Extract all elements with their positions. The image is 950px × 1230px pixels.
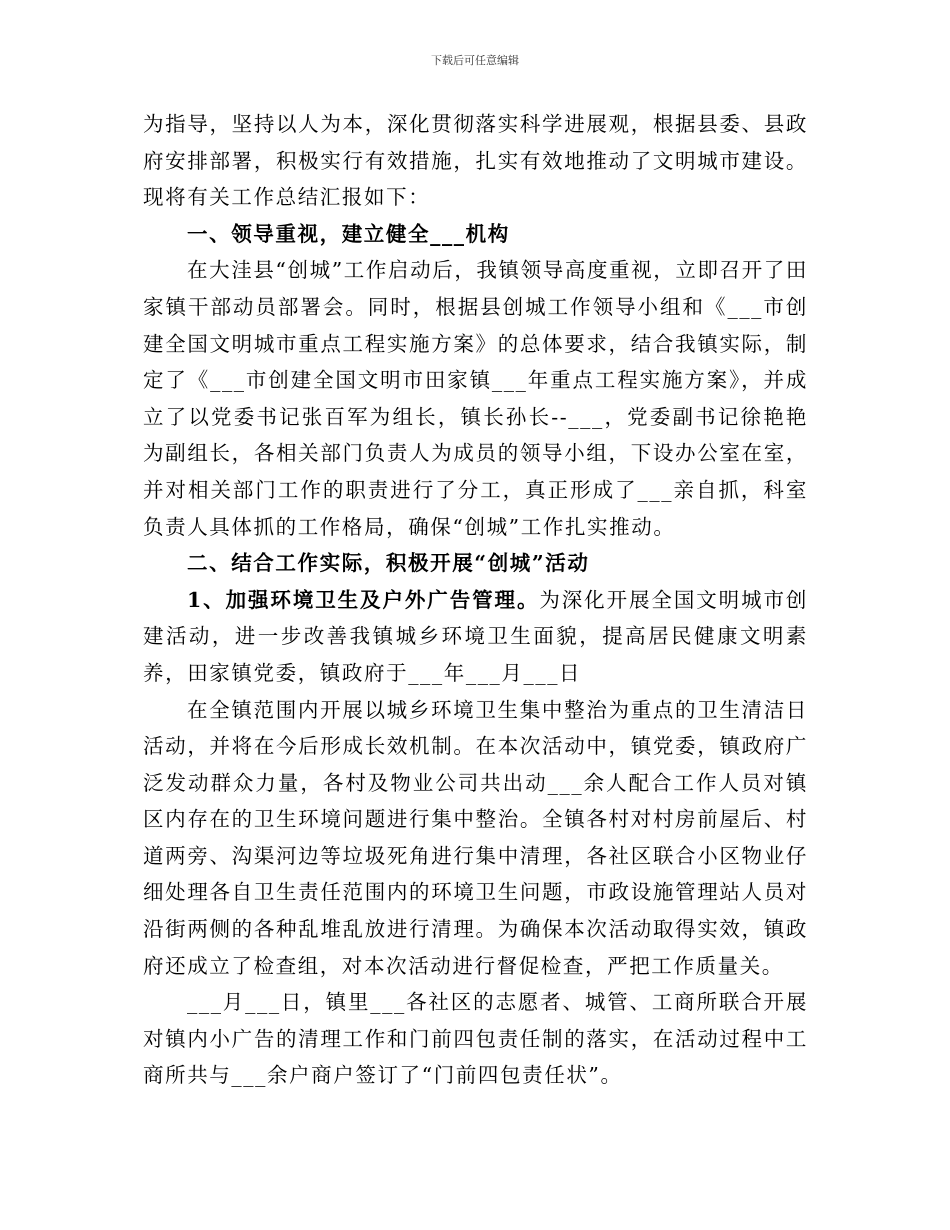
section-heading-1: 一、领导重视，建立健全___机构 xyxy=(187,221,510,246)
document-body xyxy=(143,106,808,1094)
section-heading-2: 二、结合工作实际，积极开展“创城”活动 xyxy=(187,551,590,576)
page-header-note: 下载后可任意编辑 xyxy=(431,54,519,67)
advertising-cleanup-paragraph: ___月___日，镇里___各社区的志愿者、城管、工商所联合开展对镇内小广告的清理工作和门前四包责任制的落实，在活动过程中工商所共与___余户商户签订了“门前四包责任状”。 xyxy=(143,990,808,1088)
cleanup-activity-paragraph: 在全镇范围内开展以城乡环境卫生集中整治为重点的卫生清洁日活动，并将在今后形成长效机制。在本次活动中，镇党委，镇政府广泛发动群众力量，各村及物业公司共出动___余人配合工作人员对镇区内存在的卫生环境问题进行集中整治。全镇各村对村房前屋后、村道两旁、沟渠河边等垃圾死角进行集中清理，各社区联合小区物业仔细处理各自卫生责任范围内的环境卫生问题，市政设施管理站人员对沿街两侧的各种乱堆乱放进行清理。为确保本次活动取得实效，镇政府还成立了检查组，对本次活动进行督促检查，严把工作质量关。 xyxy=(143,697,808,978)
section-1-paragraph: 在大洼县“创城”工作启动后，我镇领导高度重视，立即召开了田家镇干部动员部署会。同时，根据县创城工作领导小组和《___市创建全国文明城市重点工程实施方案》的总体要求，结合我镇实际，制定了《___市创建全国文明市田家镇___年重点工程实施方案》，并成立了以党委书记张百军为组长，镇长孙长--___，党委副书记徐艳艳为副组长，各相关部门负责人为成员的领导小组，下设办公室在室，并对相关部门工作的职责进行了分工，真正形成了___亲自抓，科室负责人具体抓的工作格局，确保“创城”工作扎实推动。 xyxy=(143,258,808,539)
subsection-1-text: 为深化开展全国文明城市创建活动，进一步改善我镇城乡环境卫生面貌，提高居民健康文明素养，田家镇党委，镇政府于___年___月___日 xyxy=(143,587,808,685)
intro-paragraph: 为指导，坚持以人为本，深化贯彻落实科学进展观，根据县委、县政府安排部署，积极实行有效措施，扎实有效地推动了文明城市建设。现将有关工作总结汇报如下： xyxy=(143,112,808,210)
subsection-1-lead: 1、加强环境卫生及户外广告管理。 xyxy=(187,587,540,612)
subsection-1-paragraph xyxy=(143,582,808,692)
